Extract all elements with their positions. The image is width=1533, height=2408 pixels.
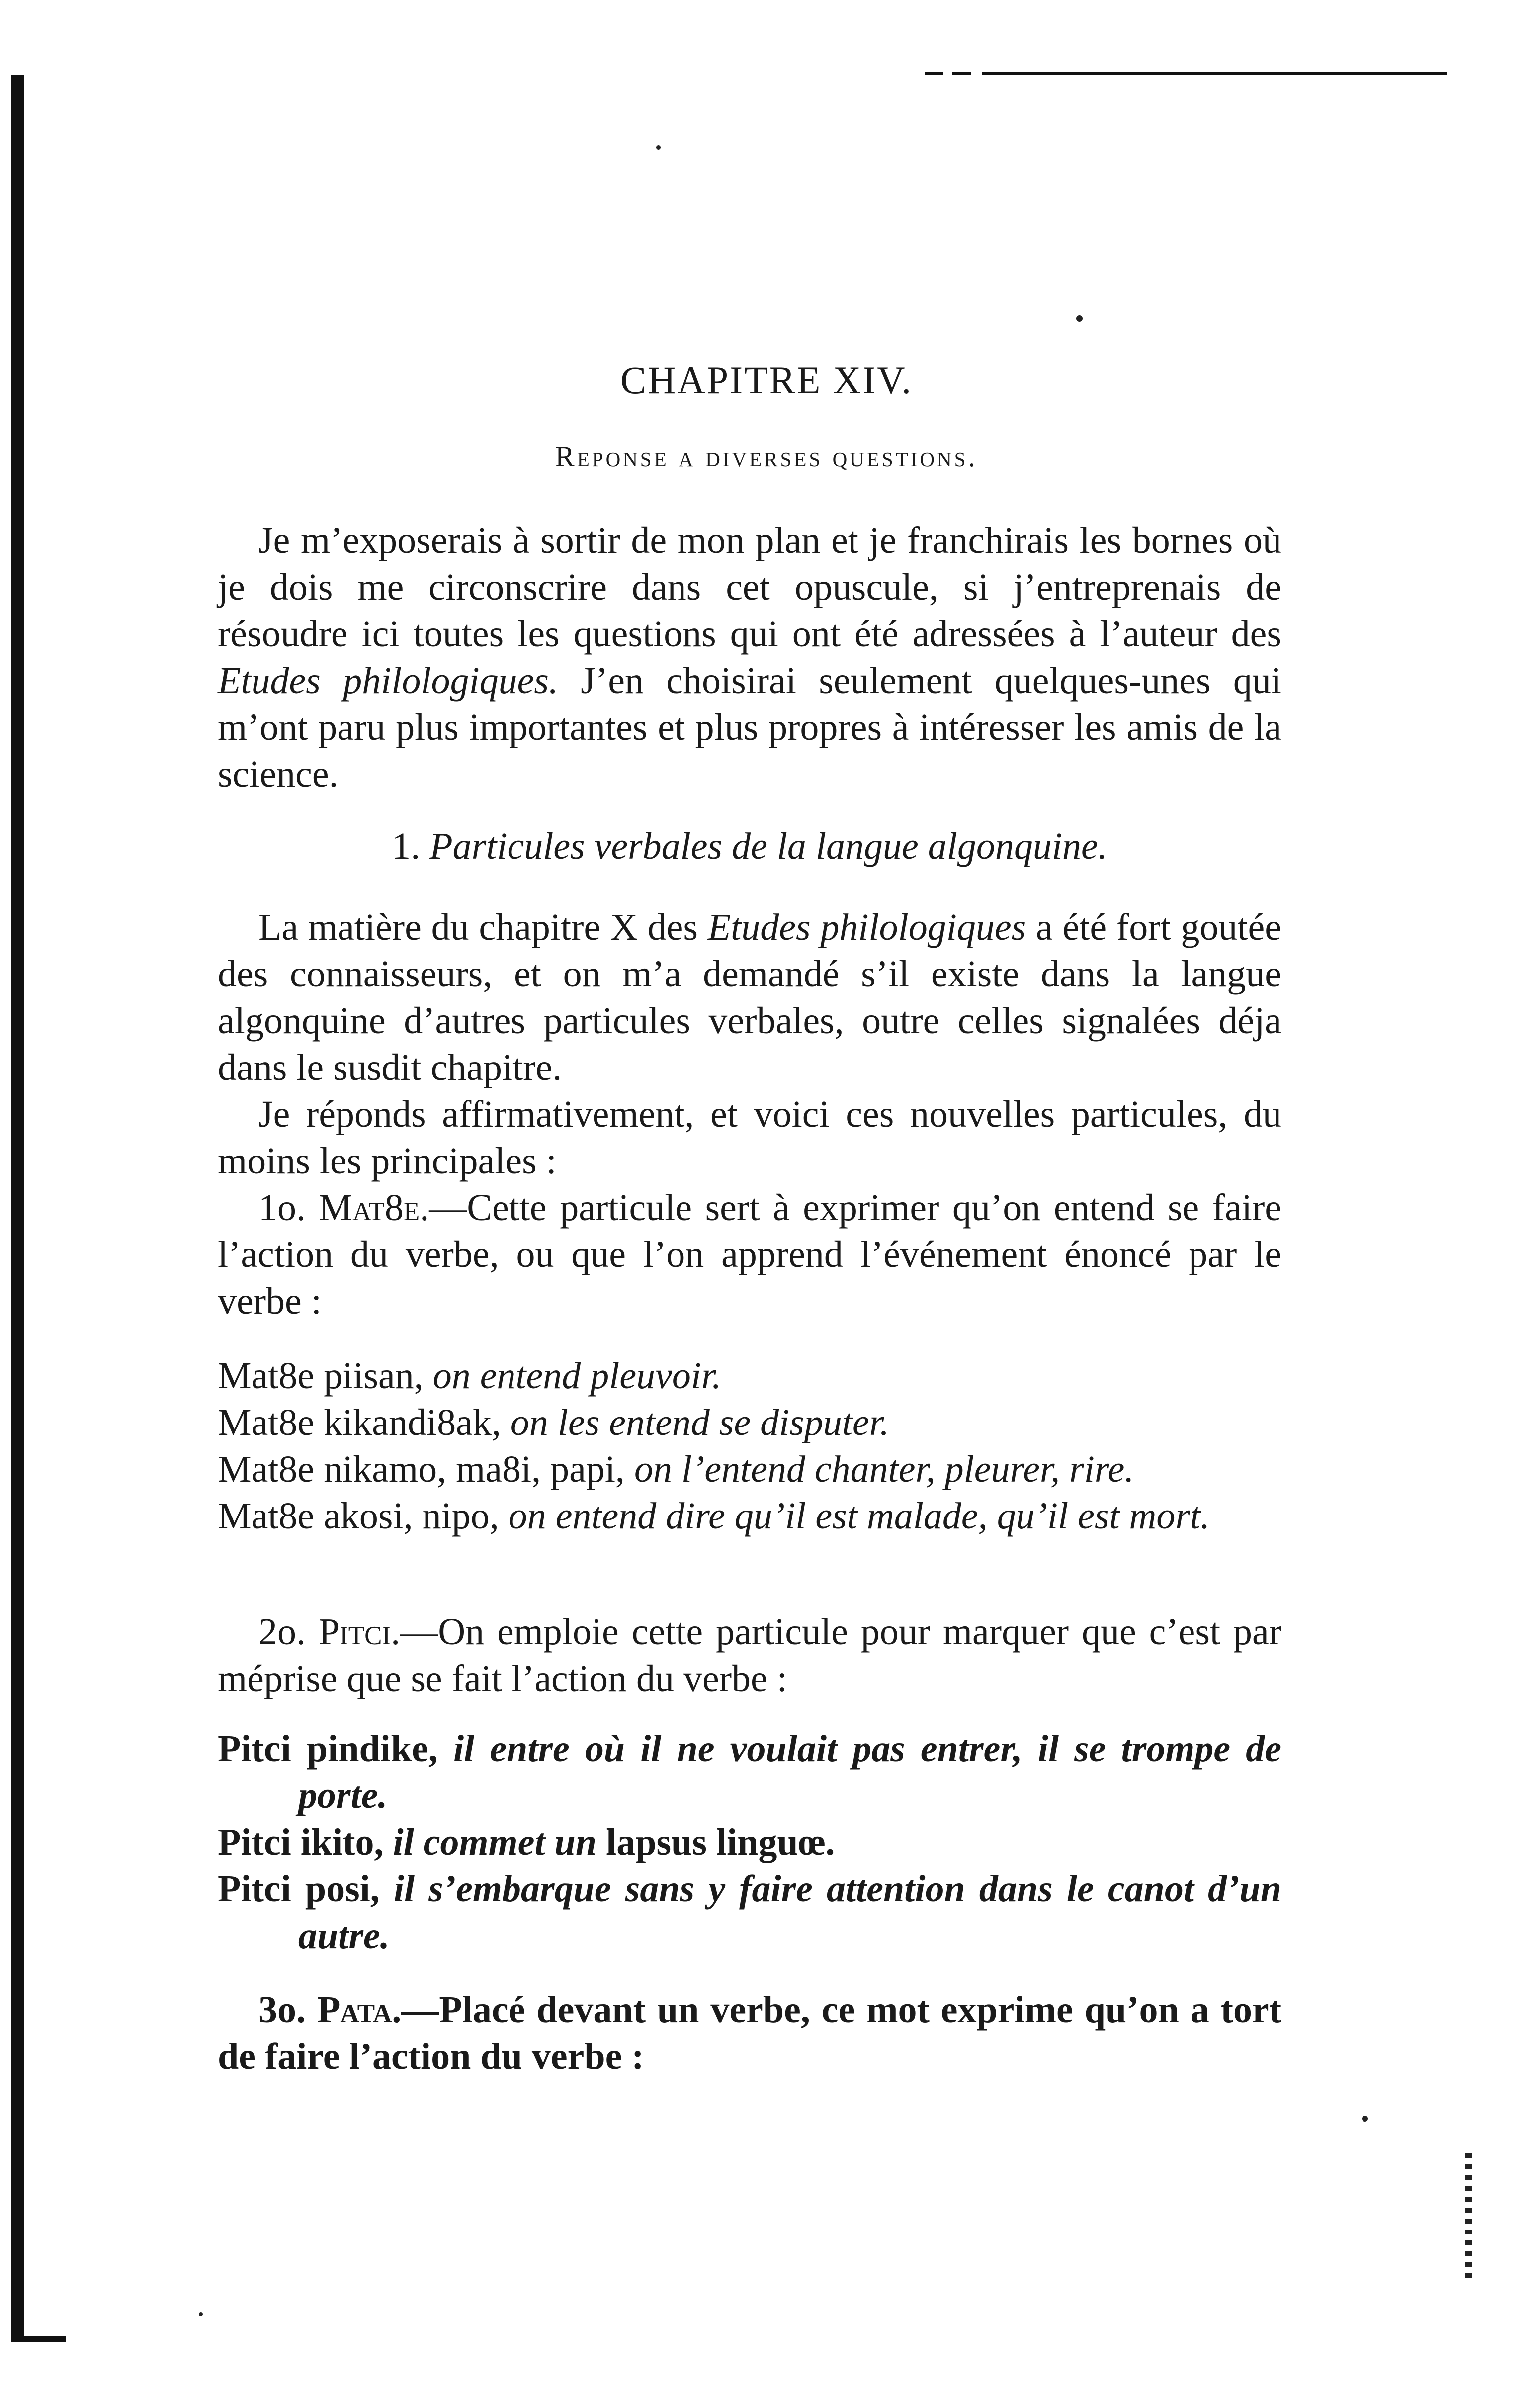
particle-number: 2o.	[258, 1611, 319, 1653]
particle-description: —On emploie cette particule pour marquer que c’est par méprise que se fait l’action du verbe :	[218, 1611, 1282, 1699]
particle-definition	[218, 1986, 1281, 2080]
speck	[199, 2312, 203, 2316]
section-number: 1.	[392, 825, 421, 867]
example-word: lapsus linguœ.	[596, 1821, 835, 1863]
particle-description: —Placé devant un verbe, ce mot exprime qu’on a tort de faire l’action du verbe :	[218, 1989, 1281, 2077]
example-word: Mat8e piisan,	[218, 1355, 433, 1397]
speck	[1076, 315, 1083, 322]
top-dash-mark	[952, 72, 971, 75]
particle-name: Pata.	[317, 1989, 402, 2031]
example-item	[218, 1352, 1281, 1399]
intro-text: Je m’exposerais à sortir de mon plan et je franchirais les bornes où je dois me circonscrire dans cet opuscule, si j’entreprenais de résoudre ici toutes les questions qui ont été adressées à l’auteur des	[218, 520, 1281, 655]
example-item	[218, 1399, 1281, 1446]
section-title: Particules verbales de la langue algonquine.	[429, 825, 1107, 867]
example-word: Mat8e akosi, nipo,	[218, 1495, 509, 1537]
example-word: Pitci posi,	[218, 1868, 394, 1910]
chapter-title: CHAPITRE XIV.	[620, 358, 913, 402]
book-title: Etudes philologiques	[707, 906, 1026, 948]
top-dash-mark	[925, 72, 943, 75]
example-item	[218, 1866, 1281, 1959]
particle-name: Pitci.	[318, 1611, 401, 1653]
speck	[1362, 2116, 1368, 2122]
example-word: Mat8e kikandi8ak,	[218, 1402, 511, 1443]
paragraph: Je réponds affirmativement, et voici ces nouvelles particules, du moins les principales :	[218, 1093, 1281, 1182]
example-word: Pitci ikito,	[218, 1821, 393, 1863]
particle-number: 1o.	[258, 1187, 319, 1229]
example-word: Pitci pindike,	[218, 1728, 453, 1770]
example-gloss: on entend pleuvoir.	[432, 1355, 722, 1397]
intro-paragraph	[218, 517, 1281, 798]
particle-definition	[218, 1608, 1281, 1702]
paragraph-text: La matière du chapitre X des	[258, 906, 708, 948]
top-rule	[982, 72, 1447, 75]
page-binding-edge	[11, 75, 24, 2342]
example-item	[218, 1819, 1281, 1866]
particle-description: —Cette particule sert à exprimer qu’on entend se faire l’action du verbe, ou que l’on apprend l’événement énoncé par le verbe :	[218, 1187, 1281, 1322]
intro-text: J’en choisirai seulement quelques-unes qui m’ont paru plus importantes et plus propres à intéresser les amis de la science.	[218, 660, 1281, 795]
particle-name: Mat8e.	[319, 1187, 429, 1229]
section-subtitle: Reponse a diverses questions.	[555, 441, 978, 473]
particle-number: 3o.	[258, 1989, 317, 2031]
examples-list	[218, 1725, 1281, 1959]
particle-definition-block	[218, 1986, 1281, 2080]
example-item	[218, 1446, 1281, 1493]
example-gloss: on entend dire qu’il est malade, qu’il est mort.	[508, 1495, 1210, 1537]
example-gloss: on l’entend chanter, pleurer, rire.	[634, 1448, 1134, 1490]
page-binding-foot	[11, 2336, 66, 2342]
example-word: Mat8e nikamo, ma8i, papi,	[218, 1448, 634, 1490]
paragraph	[218, 904, 1281, 1091]
book-title: Etudes philologiques.	[218, 660, 558, 702]
paragraph-text: a été fort goutée des connaisseurs, et on m’a demandé s’il existe dans la langue algonquine d’autres particules verbales, outre celles signalées déja dans le susdit chapitre.	[218, 906, 1282, 1088]
example-gloss: on les entend se disputer.	[510, 1402, 889, 1443]
example-gloss: il s’embarque sans y faire attention dans le canot d’un autre.	[298, 1868, 1281, 1957]
right-edge-marks	[1465, 2153, 1472, 2282]
examples-list	[218, 1352, 1281, 1539]
body-block	[218, 904, 1281, 1325]
section-heading	[218, 823, 1281, 870]
example-gloss: il commet un	[393, 1821, 597, 1863]
example-item	[218, 1493, 1281, 1539]
speck	[656, 145, 661, 150]
example-gloss: il entre où il ne voulait pas entrer, il se trompe de porte.	[298, 1728, 1281, 1816]
particle-definition	[218, 1184, 1281, 1325]
particle-definition-block	[218, 1608, 1281, 1702]
example-item	[218, 1725, 1281, 1819]
